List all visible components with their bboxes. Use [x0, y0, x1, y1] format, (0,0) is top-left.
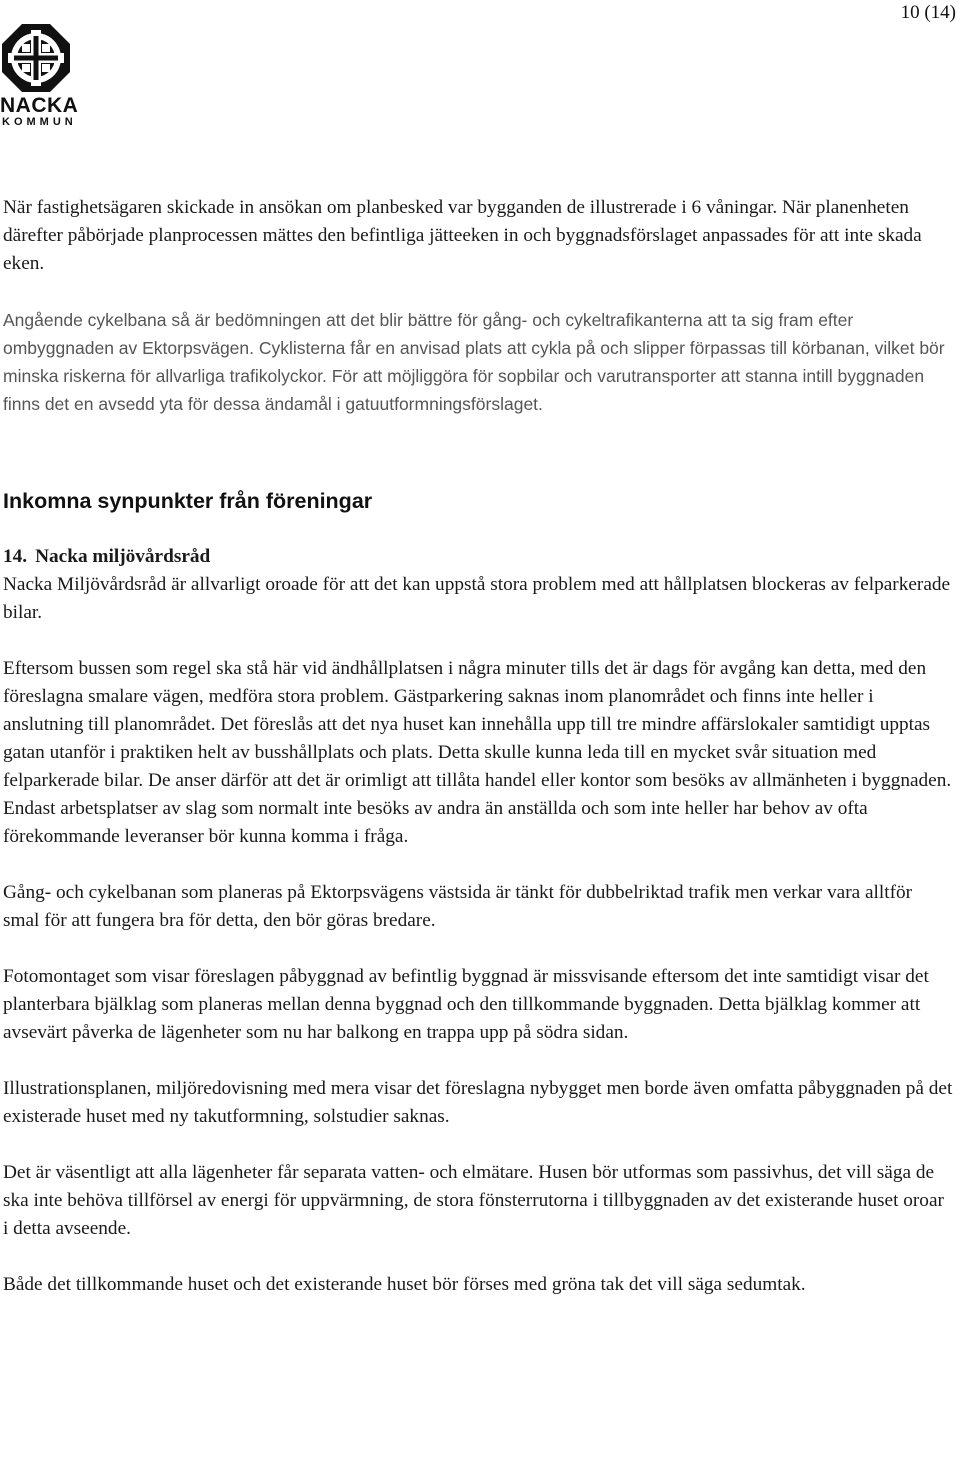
- page-number: 10 (14): [900, 2, 956, 23]
- item-heading: [3, 543, 953, 571]
- item-paragraph: Eftersom bussen som regel ska stå här vid ändhållplatsen i några minuter tills det är dags för avgång kan detta, med den föreslagna smalare vägen, medföra stora problem. Gästparkering saknas inom planområdet och finns inte heller i anslutning till planområdet. Det föreslås att det nya huset kan innehålla upp till tre mindre affärslokaler samtidigt upptas gatan utanför i praktiken helt av busshållplats och plats. Detta skulle kunna leda till en mycket svår situation med felparkerade bilar. De anser därför att det är orimligt att tillåta handel eller kontor som besöks av allmänheten i byggnaden. Endast arbetsplatser av slag som normalt inte besöks av andra än anställda och som inte heller har behov av ofta förekommande leveranser bör kunna komma i fråga.: [3, 658, 952, 847]
- paragraph-cykelbana-part1: Angående cykelbana så är bedömningen att det blir bättre för gång- och cykeltrafikanterna att ta sig fram efter ombyggnaden av Ektorpsvägen.: [3, 310, 854, 358]
- logo-subtitle: KOMMUN: [2, 116, 77, 128]
- paragraph-cykelbana-part2: Cyklisterna får en anvisad plats att cykla på och slipper förpassas till körbanan, vilket bör minska riskerna för allvarliga trafikolyckor. För att möjliggöra för sopbilar och varutransporter att stanna intill byggnaden finns det en avsedd yta för dessa ändamål i gatuutformningsförslaget.: [3, 338, 945, 414]
- logo: [0, 22, 79, 128]
- item-paragraph: Både det tillkommande huset och det existerande huset bör förses med gröna tak det vill säga sedumtak.: [3, 1274, 806, 1295]
- item-paragraph: Fotomontaget som visar föreslagen påbyggnad av befintlig byggnad är missvisande eftersom det inte samtidigt visar det planterbara bjälklag som planeras mellan denna byggnad och den tillkommande byggnaden. Detta bjälklag kommer att avsevärt påverka de lägenheter som nu har balkong en trappa upp på södra sidan.: [3, 966, 929, 1043]
- nacka-emblem-icon: [0, 22, 72, 94]
- item-paragraph: Gång- och cykelbanan som planeras på Ektorpsvägens västsida är tänkt för dubbelriktad trafik men verkar vara alltför smal för att fungera bra för detta, den bör göras bredare.: [3, 882, 913, 931]
- item-paragraph: Illustrationsplanen, miljöredovisning med mera visar det föreslagna nybygget men borde även omfatta påbyggnaden på det existerade huset med ny takutformning, solstudier saknas.: [3, 1078, 953, 1127]
- item-paragraph: Det är väsentligt att alla lägenheter får separata vatten- och elmätare. Husen bör utformas som passivhus, det vill säga de ska inte behöva tillförsel av energi för uppvärmning, de stora fönsterrutorna i tillbyggnaden av det existerande huset oroar i detta avseende.: [3, 1162, 944, 1239]
- logo-name: NACKA: [0, 94, 79, 117]
- item-paragraph: Nacka Miljövårdsråd är allvarligt oroade för att det kan uppstå stora problem med att hållplatsen blockeras av felparkerade bilar.: [3, 574, 951, 623]
- paragraph-cykelbana: [3, 306, 953, 418]
- document-body: [3, 194, 953, 1327]
- paragraph-planbesked: När fastighetsägaren skickade in ansökan om planbesked var bygganden de illustrerade i 6 våningar. När planenheten därefter påbörjade planprocessen mättes den befintliga jätteeken in och byggnadsförslaget anpassades för att inte skada eken.: [3, 197, 922, 274]
- section-heading: Inkomna synpunkter från föreningar: [3, 489, 373, 513]
- item-number: 14.: [3, 546, 28, 567]
- item-title: Nacka miljövårdsråd: [35, 546, 211, 567]
